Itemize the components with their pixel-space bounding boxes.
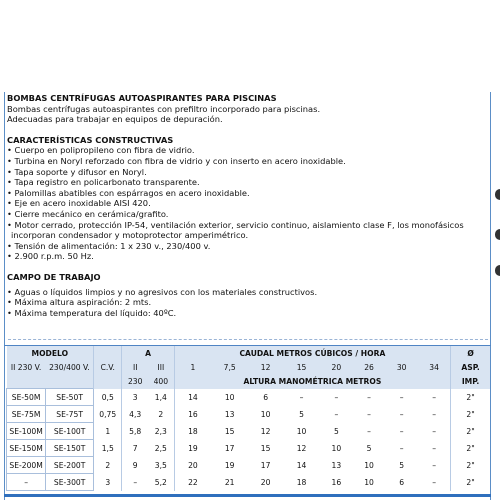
flow-value: 15 [283,360,320,374]
list-item: • 2.900 r.p.m. 50 Hz. [7,251,94,262]
header-400: 400 [148,374,174,389]
scroll-tab[interactable] [495,189,500,200]
amp-ii: 7 [122,440,148,457]
list-item: • Máxima altura aspiración: 2 mts. [7,297,152,308]
connection-size: 2" [451,406,490,423]
model-mono: SE-200M [7,457,46,474]
head-value: 5 [333,426,339,436]
head-value: 17 [224,443,235,453]
head-value: 12 [296,443,307,453]
head-value: 10 [260,409,271,419]
head-value: 22 [174,474,211,491]
header-imp: IMP. [451,374,490,389]
table-row [7,440,491,457]
head-value: 10 [296,426,307,436]
list-item: • Tapa soporte y difusor en Noryl. [7,166,147,177]
header-altura: ALTURA MANOMÉTRICA METROS [174,374,451,389]
document-body [7,93,487,318]
intro-line: Bombas centrífugas autoaspirantes con prefiltro incorporado para piscinas. [7,103,321,114]
table-header-row [7,374,491,389]
list-item: incorporan condensador y motoprotector amperimétrico. [11,230,249,241]
divider [8,339,488,340]
head-value: 13 [224,409,235,419]
head-value: 14 [174,389,211,406]
head-value: 16 [174,406,211,423]
connection-size: 2" [451,423,490,440]
head-value: – [432,443,436,453]
head-value: 10 [331,443,342,453]
head-value: 5 [299,409,304,419]
list-item: • Cuerpo en polipropileno con fibra de vidrio. [7,145,195,156]
bottom-rule [4,494,491,497]
header-modelo: MODELO [7,346,94,360]
model-tri: SE-75T [46,406,94,423]
head-value: 19 [174,440,211,457]
head-value: 10 [224,392,235,402]
header-caudal: CAUDAL METROS CÚBICOS / HORA [174,346,451,360]
model-tri: SE-200T [46,457,94,474]
model-tri: SE-100T [46,423,94,440]
flow-value: 1 [174,360,211,374]
head-value: – [367,392,371,402]
head-value: 10 [364,460,374,470]
model-mono: SE-100M [7,423,46,440]
flow-value: 7,5 [211,360,248,374]
construction-list [7,145,487,262]
scroll-tab[interactable] [495,265,500,276]
cv-value: 3 [94,474,122,491]
head-value: – [432,409,436,419]
list-item: • Tensión de alimentación: 1 x 230 v., 230/400 v. [7,240,211,251]
connection-size: 2" [451,389,490,406]
head-value: 20 [260,477,271,487]
head-value: 16 [331,477,342,487]
amp-ii: 5,8 [122,423,148,440]
cv-value: 1 [94,423,122,440]
head-value: 14 [296,460,307,470]
head-value: 10 [364,477,374,487]
head-value: 5 [399,460,405,470]
head-value: 6 [263,392,269,402]
flow-value: 26 [353,360,386,374]
header-a: A [122,346,174,360]
head-value: 15 [260,443,271,453]
head-value: – [399,426,404,436]
scroll-tab[interactable] [495,229,500,240]
amp-ii: 4,3 [122,406,148,423]
list-item: • Eje en acero inoxidable AISI 420. [7,198,151,209]
table-row [7,423,491,440]
head-value: – [399,443,404,453]
model-mono: SE-50M [7,389,46,406]
table-row [7,389,491,406]
list-item: • Turbina en Noryl reforzado con fibra de vidrio y con inserto en acero inoxidable. [7,155,346,166]
list-item: • Máxima temperatura del líquido: 40ºC. [7,307,177,318]
flow-value: 12 [248,360,283,374]
model-mono: SE-150M [7,440,46,457]
head-value: – [367,409,371,419]
amp-iii: 2,3 [154,426,167,436]
head-value: 5 [366,443,372,453]
list-item: • Motor cerrado, protección IP-54, ventilación exterior, servicio continuo, aislamiento clase F, los monofásicos [7,219,464,230]
list-item: • Aguas o líquidos limpios y no agresivos con los materiales constructivos. [7,286,318,297]
amp-iii: 5,2 [154,477,167,487]
model-mono: – [7,474,46,491]
table-row [7,474,491,491]
construction-heading: CARACTERÍSTICAS CONSTRUCTIVAS [7,134,174,145]
cv-value: 2 [94,457,122,474]
head-value: – [334,392,339,402]
amp-iii: 3,5 [154,460,167,470]
amp-ii: 3 [122,389,148,406]
table-header-row [7,346,491,360]
head-value: 18 [296,477,307,487]
intro-line: Adecuadas para trabajar en equipos de depuración. [7,114,223,125]
model-tri: SE-300T [46,474,94,491]
cv-value: 0,75 [94,406,122,423]
connection-size: 2" [451,474,490,491]
header-ii: II [122,360,148,374]
work-field-heading: CAMPO DE TRABAJO [7,271,101,282]
amp-ii: 9 [122,457,148,474]
head-value: – [432,477,436,487]
flow-value: 34 [418,360,451,374]
page-title: BOMBAS CENTRÍFUGAS AUTOASPIRANTES PARA PISCINAS [7,93,277,103]
head-value: 12 [260,426,271,436]
header-tri: 230/400 V. [46,360,94,374]
head-value: 6 [399,477,405,487]
head-value: – [299,392,304,402]
head-value: – [432,392,436,402]
connection-size: 2" [451,457,490,474]
amp-ii: – [122,474,148,491]
cv-value: 1,5 [94,440,122,457]
head-value: – [432,460,436,470]
header-diameter: Ø [451,346,490,360]
header-cv: C.V. [94,360,122,374]
model-tri: SE-150T [46,440,94,457]
table-row [7,406,491,423]
head-value: 21 [224,477,235,487]
head-value: 17 [260,460,271,470]
amp-iii: 1,4 [154,392,167,402]
cv-value: 0,5 [94,389,122,406]
table-header-row [7,360,491,374]
head-value: 15 [224,426,235,436]
connection-size: 2" [451,440,490,457]
head-value: – [432,426,436,436]
head-value: – [334,409,339,419]
header-mono: II 230 V. [7,360,46,374]
head-value: – [367,426,371,436]
head-value: 19 [224,460,235,470]
head-value: 18 [174,423,211,440]
model-tri: SE-50T [46,389,94,406]
list-item: • Cierre mecánico en cerámica/grafito. [7,208,169,219]
header-asp: ASP. [451,360,490,374]
spec-table [6,346,490,491]
list-item: • Tapa registro en policarbonato transparente. [7,177,200,188]
head-value: – [399,392,404,402]
header-iii: III [148,360,174,374]
table-row [7,457,491,474]
flow-value: 30 [385,360,418,374]
amp-iii: 2 [158,409,164,419]
head-value: 13 [331,460,342,470]
flow-value: 20 [320,360,353,374]
head-value: – [399,409,404,419]
amp-iii: 2,5 [154,443,167,453]
table-body [7,389,491,491]
list-item: • Palomillas abatibles con espárragos en acero inoxidable. [7,187,250,198]
model-mono: SE-75M [7,406,46,423]
head-value: 20 [174,457,211,474]
header-230: 230 [122,374,148,389]
